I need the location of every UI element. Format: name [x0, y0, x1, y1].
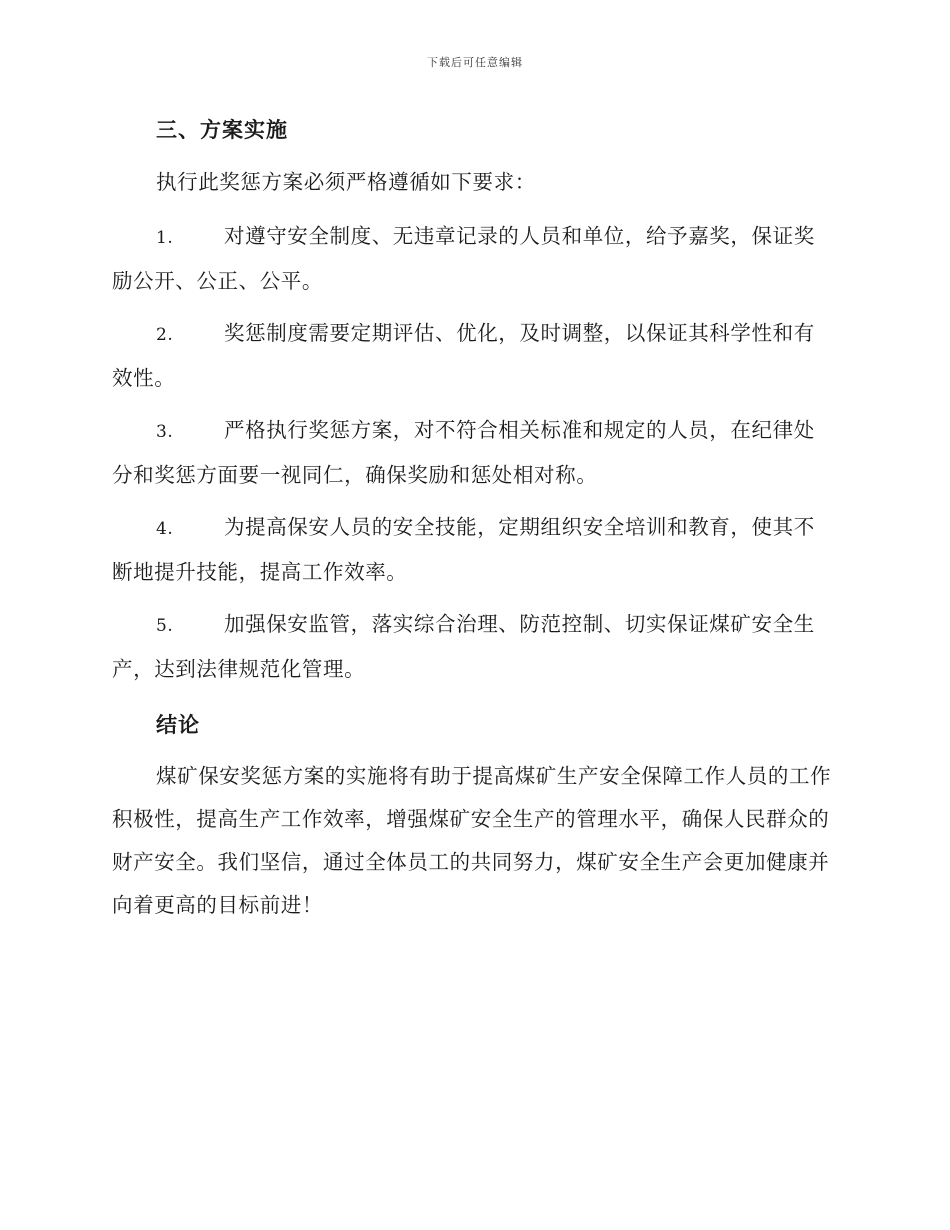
header-note: 下载后可任意编辑 — [427, 56, 523, 69]
list-item-text-continued: 断地提升技能，提高工作效率。 — [112, 560, 408, 584]
conclusion-paragraph: 煤矿保安奖惩方案的实施将有助于提高煤矿生产安全保障工作人员的工作积极性，提高生产工作效率，增强煤矿安全生产的管理水平，确保人民群众的财产安全。我们坚信，通过全体员工的共同努力，煤矿安全生产会更加健康并向着更高的目标前进！ — [112, 764, 832, 917]
list-item-number: 1. — [156, 228, 174, 248]
list-item — [112, 506, 834, 594]
list-item — [112, 603, 834, 691]
conclusion-heading: 结论 — [156, 713, 200, 737]
list-item-number: 3. — [156, 422, 174, 442]
list-item-text-continued: 分和奖惩方面要一视同仁，确保奖励和惩处相对称。 — [112, 463, 598, 487]
list-item — [112, 312, 834, 400]
list-item — [112, 409, 834, 497]
section-heading: 三、方案实施 — [156, 118, 288, 142]
list-item-text-continued: 励公开、公正、公平。 — [112, 269, 323, 293]
list-item-number: 2. — [156, 325, 174, 345]
intro-paragraph: 执行此奖惩方案必须严格遵循如下要求： — [156, 170, 536, 194]
list-item-text: 奖惩制度需要定期评估、优化，及时调整，以保证其科学性和有 — [224, 321, 815, 345]
list-item-number: 4. — [156, 519, 174, 539]
list-item-text: 为提高保安人员的安全技能，定期组织安全培训和教育，使其不 — [224, 515, 815, 539]
list-item-text: 加强保安监管，落实综合治理、防范控制、切实保证煤矿安全生 — [224, 612, 815, 636]
list-item-text: 严格执行奖惩方案，对不符合相关标准和规定的人员，在纪律处 — [224, 418, 815, 442]
list-item — [112, 215, 834, 303]
list-item-number: 5. — [156, 616, 174, 636]
list-item-text: 对遵守安全制度、无违章记录的人员和单位，给予嘉奖，保证奖 — [224, 224, 815, 248]
list-item-text-continued: 产，达到法律规范化管理。 — [112, 657, 366, 681]
list-item-text-continued: 效性。 — [112, 366, 176, 390]
